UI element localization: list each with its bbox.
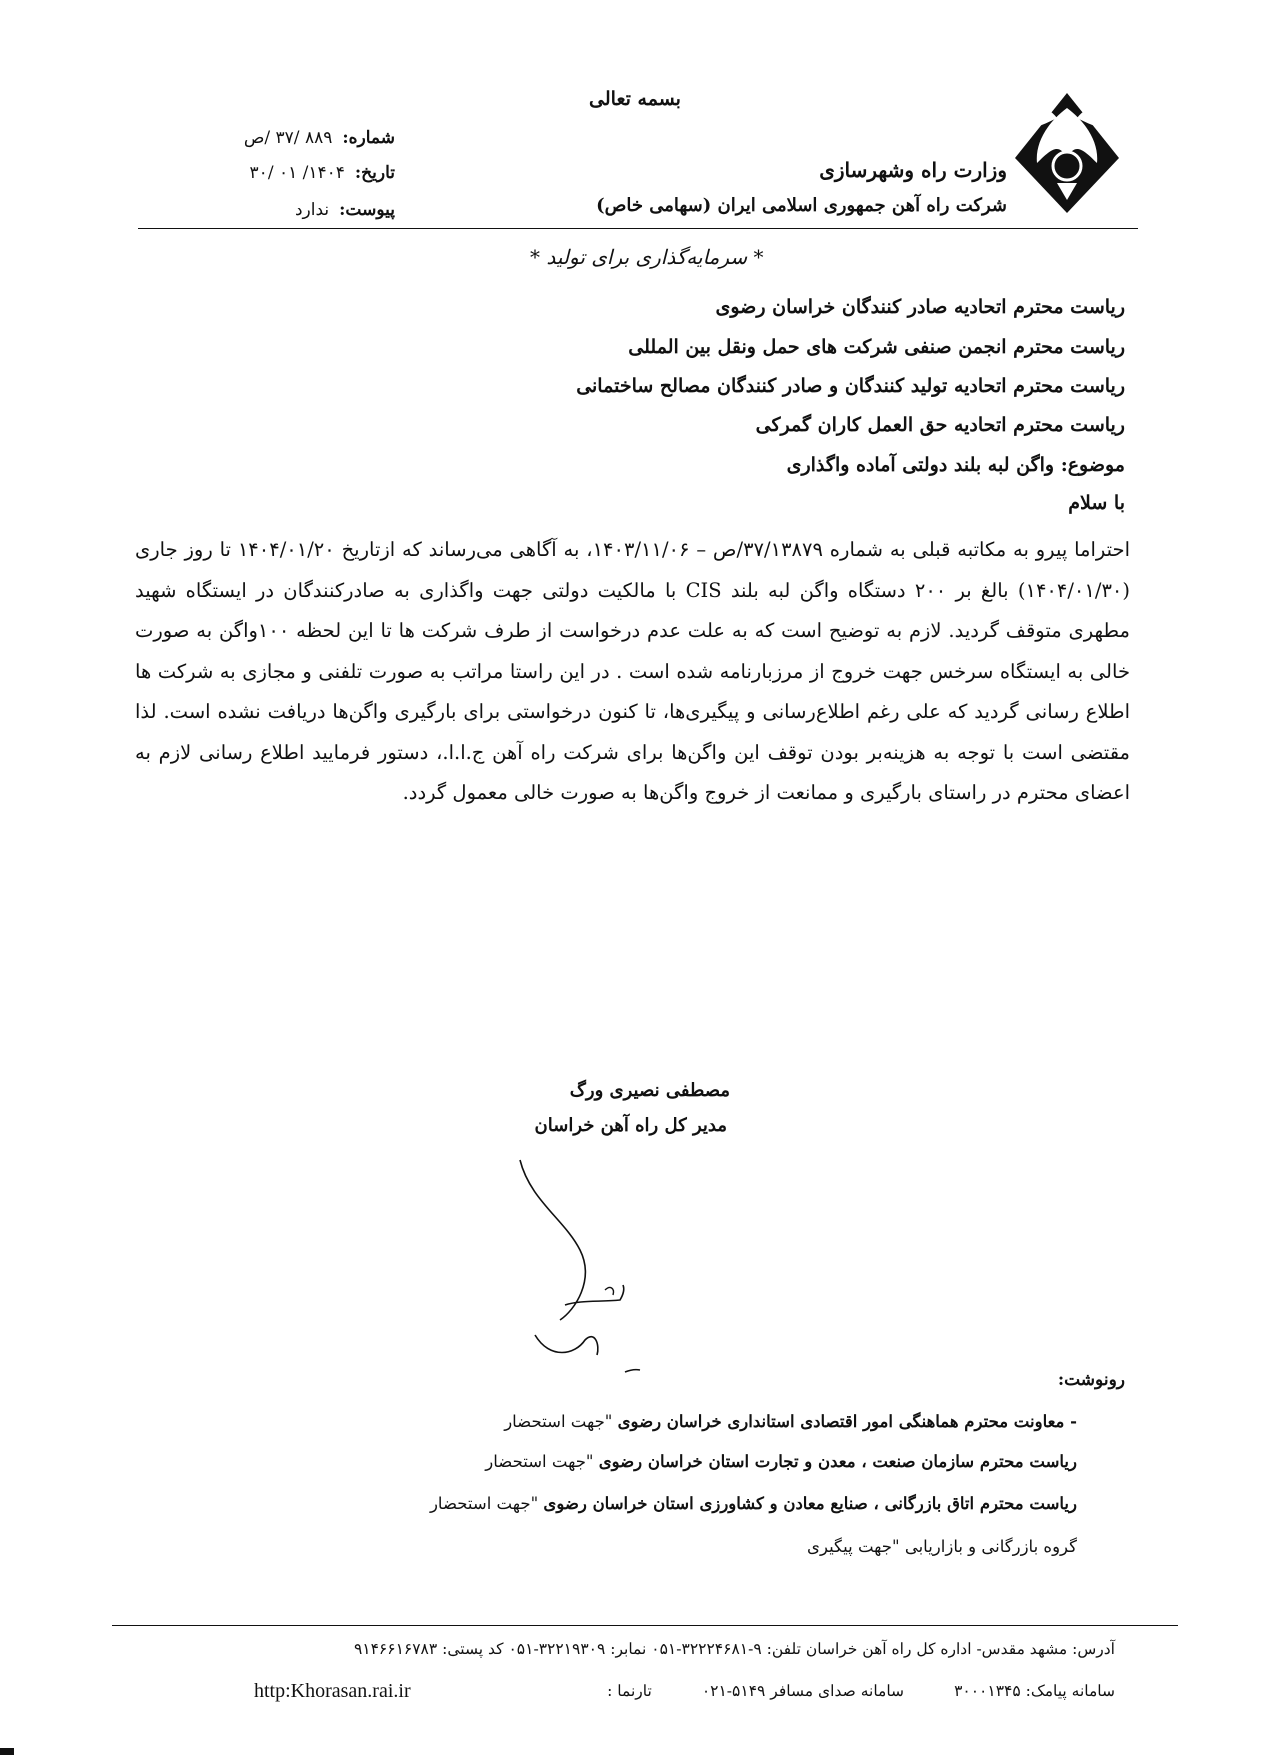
recipient: ریاست محترم اتحادیه تولید کنندگان و صادر کنندگان مصالح ساختمانی bbox=[576, 375, 1125, 397]
letter-subject: موضوع: واگن لبه بلند دولتی آماده واگذاری bbox=[786, 454, 1125, 476]
cc-item bbox=[485, 1452, 1077, 1471]
footer-address: آدرس: مشهد مقدس- اداره کل راه آهن خراسان تلفن: ۹-۳۲۲۲۴۶۸۱-۰۵۱ نمابر: ۳۲۲۱۹۳۰۹-۰۵۱ کد پستی: ۹۱۴۶۶۱۶۷۸۳ bbox=[353, 1640, 1115, 1658]
slogan: * سرمایه‌گذاری برای تولید * bbox=[530, 245, 764, 269]
scan-edge-mark bbox=[0, 1748, 14, 1755]
cc-recipient: - معاونت محترم هماهنگی امور اقتصادی استانداری خراسان رضوی bbox=[617, 1412, 1077, 1431]
cc-recipient: گروه بازرگانی و بازاریابی bbox=[904, 1537, 1077, 1556]
letter-date-value: ۱۴۰۴/ ۰۱ /۳۰ bbox=[249, 163, 345, 183]
handwritten-signature bbox=[505, 1140, 705, 1380]
footer-website-label: تارنما : bbox=[607, 1682, 652, 1700]
cc-item bbox=[430, 1494, 1077, 1513]
letter-date bbox=[250, 163, 395, 183]
cc-purpose: "جهت استحضار bbox=[485, 1452, 594, 1471]
footer-voice: سامانه صدای مسافر ۵۱۴۹-۰۲۱ bbox=[701, 1682, 905, 1700]
footer-website[interactable]: http:Khorasan.rai.ir bbox=[254, 1680, 411, 1702]
signer-name: مصطفی نصیری ورگ bbox=[569, 1080, 730, 1101]
railway-logo bbox=[1007, 88, 1127, 218]
recipient: ریاست محترم انجمن صنفی شرکت های حمل ونقل بین المللی bbox=[628, 336, 1125, 358]
recipient: ریاست محترم اتحادیه حق العمل کاران گمرکی bbox=[755, 414, 1125, 436]
ministry-name: وزارت راه وشهرسازی bbox=[819, 158, 1007, 182]
letter-body: احتراما پیرو به مکاتبه قبلی به شماره ۳۷/۱۳۸۷۹/ص – ۱۴۰۳/۱۱/۰۶، به آگاهی می‌رساند که ازتاریخ ۱۴۰۴/۰۱/۲۰ تا روز جاری (۱۴۰۴/۰۱/۳۰) بالغ بر ۲۰۰ دستگاه واگن لبه بلند CIS با مالکیت دولتی جهت واگذاری به صادرکنندگان در ایستگاه شهید مطهری متوقف گردید. لازم به توضیح است که به علت عدم درخواست از طرف شرکت ها تا این لحظه ۱۰۰واگن به صورت خالی به ایستگاه سرخس جهت خروج از مرزبارنامه شده است . در این راستا مراتب به صورت تلفنی و مجازی به شرکت ها اطلاع رسانی گردید که علی رغم اطلاع‌رسانی و پیگیری‌ها، تا کنون درخواستی برای بارگیری واگن‌ها دریافت نشده است. لذا مقتضی است با توجه به هزینه‌بر بودن توقف این واگن‌ها برای شرکت راه آهن ج.ا.ا.، دستور فرمایید اطلاع رسانی لازم به اعضای محترم در راستای بارگیری و ممانعت از خروج واگن‌ها به صورت خالی معمول گردد. bbox=[135, 538, 1131, 804]
letter-attachment bbox=[295, 200, 395, 220]
recipient: ریاست محترم اتحادیه صادر کنندگان خراسان رضوی bbox=[715, 296, 1125, 318]
letter-attachment-label: پیوست: bbox=[339, 200, 395, 220]
cc-purpose: "جهت استحضار bbox=[504, 1412, 613, 1431]
cc-recipient: ریاست محترم اتاق بازرگانی ، صنایع معادن و کشاورزی استان خراسان رضوی bbox=[543, 1494, 1077, 1513]
footer-sms: سامانه پیامک: ۳۰۰۰۱۳۴۵ bbox=[954, 1682, 1115, 1700]
header-divider bbox=[138, 228, 1138, 229]
letter-attachment-value: ندارد bbox=[294, 200, 330, 220]
bismillah: بسمه تعالی bbox=[589, 88, 681, 110]
signer-title: مدیر کل راه آهن خراسان bbox=[534, 1115, 727, 1136]
cc-item bbox=[504, 1412, 1077, 1431]
footer-contacts bbox=[557, 1682, 1115, 1700]
letter-number bbox=[244, 128, 395, 148]
cc-recipient: ریاست محترم سازمان صنعت ، معدن و تجارت استان خراسان رضوی bbox=[598, 1452, 1077, 1471]
footer-divider bbox=[112, 1625, 1178, 1626]
cc-purpose: "جهت پیگیری bbox=[807, 1537, 900, 1556]
cc-label: رونوشت: bbox=[1057, 1370, 1125, 1390]
cc-purpose: "جهت استحضار bbox=[429, 1494, 539, 1513]
cc-item bbox=[807, 1537, 1077, 1556]
company-name: شرکت راه آهن جمهوری اسلامی ایران (سهامی خاص) bbox=[596, 195, 1007, 216]
letter-number-value: ۸۸۹ /۳۷ /ص bbox=[243, 128, 333, 148]
letter-number-label: شماره: bbox=[342, 128, 395, 148]
letter-date-label: تاریخ: bbox=[354, 163, 395, 183]
greeting: با سلام bbox=[1068, 492, 1125, 514]
